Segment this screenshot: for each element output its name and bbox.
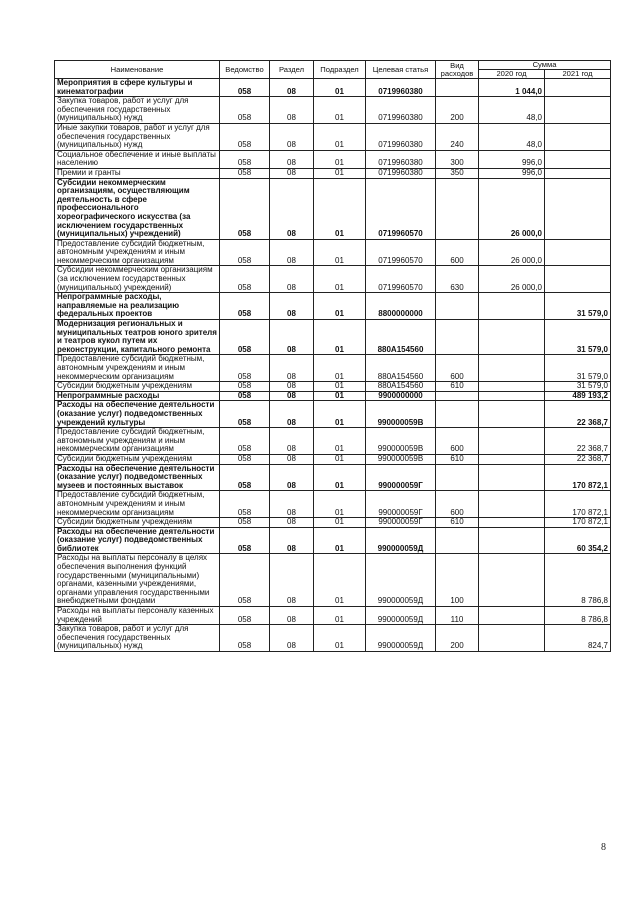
row-target-article-cell: 0719960380 bbox=[366, 79, 436, 97]
row-department-cell: 058 bbox=[220, 428, 270, 455]
row-name-cell: Субсидии бюджетным учреждениям bbox=[55, 518, 220, 528]
row-sum-2020-cell bbox=[479, 518, 545, 528]
row-expense-type-cell: 600 bbox=[436, 239, 479, 266]
row-sum-2020-cell: 26 000,0 bbox=[479, 178, 545, 239]
row-target-article-cell: 990000059В bbox=[366, 428, 436, 455]
row-subsection-cell: 01 bbox=[314, 554, 366, 607]
row-name-cell: Субсидии некоммерческим организациям, осуществляющим деятельность в сфере профессионального хореографического искусства (за исключением государственных (муниципальных) учреждений) bbox=[55, 178, 220, 239]
row-sum-2021-cell bbox=[545, 123, 611, 150]
table-row bbox=[55, 320, 611, 355]
row-sum-2021-cell: 60 354,2 bbox=[545, 527, 611, 554]
row-section-cell: 08 bbox=[270, 428, 314, 455]
row-target-article-cell: 0719960380 bbox=[366, 123, 436, 150]
table-row bbox=[55, 382, 611, 392]
row-department-cell: 058 bbox=[220, 607, 270, 625]
row-sum-2021-cell: 489 193,2 bbox=[545, 391, 611, 401]
row-sum-2021-cell bbox=[545, 239, 611, 266]
row-subsection-cell: 01 bbox=[314, 150, 366, 168]
row-target-article-cell: 0719960570 bbox=[366, 178, 436, 239]
header-subsection: Подраздел bbox=[314, 61, 366, 79]
row-section-cell: 08 bbox=[270, 518, 314, 528]
row-sum-2021-cell: 31 579,0 bbox=[545, 382, 611, 392]
page-number: 8 bbox=[601, 842, 606, 853]
row-name-cell: Расходы на выплаты персоналу казенных учреждений bbox=[55, 607, 220, 625]
row-sum-2020-cell bbox=[479, 382, 545, 392]
row-name-cell: Предоставление субсидий бюджетным, автономным учреждениям и иным некоммерческим организациям bbox=[55, 428, 220, 455]
table-row bbox=[55, 391, 611, 401]
row-sum-2020-cell: 48,0 bbox=[479, 123, 545, 150]
row-department-cell: 058 bbox=[220, 239, 270, 266]
row-section-cell: 08 bbox=[270, 79, 314, 97]
row-name-cell: Премии и гранты bbox=[55, 168, 220, 178]
row-department-cell: 058 bbox=[220, 554, 270, 607]
table-row bbox=[55, 150, 611, 168]
row-section-cell: 08 bbox=[270, 401, 314, 428]
row-subsection-cell: 01 bbox=[314, 428, 366, 455]
table-row bbox=[55, 355, 611, 382]
table-row bbox=[55, 607, 611, 625]
row-expense-type-cell: 610 bbox=[436, 518, 479, 528]
row-sum-2020-cell: 26 000,0 bbox=[479, 266, 545, 293]
row-sum-2020-cell bbox=[479, 320, 545, 355]
row-target-article-cell: 0719960380 bbox=[366, 150, 436, 168]
row-expense-type-cell: 610 bbox=[436, 382, 479, 392]
row-name-cell: Субсидии бюджетным учреждениям bbox=[55, 454, 220, 464]
table-row bbox=[55, 464, 611, 491]
row-sum-2021-cell: 170 872,1 bbox=[545, 518, 611, 528]
row-sum-2021-cell: 31 579,0 bbox=[545, 320, 611, 355]
header-department: Ведомство bbox=[220, 61, 270, 79]
row-subsection-cell: 01 bbox=[314, 79, 366, 97]
row-subsection-cell: 01 bbox=[314, 123, 366, 150]
row-sum-2021-cell bbox=[545, 79, 611, 97]
table-row bbox=[55, 527, 611, 554]
row-department-cell: 058 bbox=[220, 266, 270, 293]
row-expense-type-cell: 600 bbox=[436, 491, 479, 518]
row-sum-2021-cell bbox=[545, 150, 611, 168]
row-name-cell: Мероприятия в сфере культуры и кинематографии bbox=[55, 79, 220, 97]
header-sum: Сумма bbox=[479, 61, 611, 70]
row-name-cell: Расходы на обеспечение деятельности (оказание услуг) подведомственных библиотек bbox=[55, 527, 220, 554]
row-expense-type-cell: 300 bbox=[436, 150, 479, 168]
row-department-cell: 058 bbox=[220, 150, 270, 168]
row-section-cell: 08 bbox=[270, 266, 314, 293]
table-row bbox=[55, 625, 611, 652]
row-sum-2021-cell bbox=[545, 266, 611, 293]
row-sum-2020-cell bbox=[479, 464, 545, 491]
row-subsection-cell: 01 bbox=[314, 454, 366, 464]
row-expense-type-cell: 600 bbox=[436, 428, 479, 455]
row-name-cell: Иные закупки товаров, работ и услуг для обеспечения государственных (муниципальных) нужд bbox=[55, 123, 220, 150]
row-section-cell: 08 bbox=[270, 293, 314, 320]
row-subsection-cell: 01 bbox=[314, 355, 366, 382]
row-department-cell: 058 bbox=[220, 454, 270, 464]
row-subsection-cell: 01 bbox=[314, 491, 366, 518]
row-expense-type-cell: 100 bbox=[436, 554, 479, 607]
row-subsection-cell: 01 bbox=[314, 607, 366, 625]
row-subsection-cell: 01 bbox=[314, 464, 366, 491]
row-department-cell: 058 bbox=[220, 382, 270, 392]
row-target-article-cell: 990000059Д bbox=[366, 554, 436, 607]
row-section-cell: 08 bbox=[270, 607, 314, 625]
row-target-article-cell: 880A154560 bbox=[366, 320, 436, 355]
row-name-cell: Предоставление субсидий бюджетным, автономным учреждениям и иным некоммерческим организациям bbox=[55, 491, 220, 518]
row-subsection-cell: 01 bbox=[314, 518, 366, 528]
row-target-article-cell: 9900000000 bbox=[366, 391, 436, 401]
row-department-cell: 058 bbox=[220, 527, 270, 554]
row-name-cell: Субсидии некоммерческим организациям (за исключением государственных (муниципальных) учреждений) bbox=[55, 266, 220, 293]
row-sum-2020-cell bbox=[479, 491, 545, 518]
row-section-cell: 08 bbox=[270, 391, 314, 401]
row-subsection-cell: 01 bbox=[314, 239, 366, 266]
row-subsection-cell: 01 bbox=[314, 293, 366, 320]
row-sum-2020-cell bbox=[479, 554, 545, 607]
row-sum-2020-cell: 48,0 bbox=[479, 97, 545, 124]
header-section: Раздел bbox=[270, 61, 314, 79]
table-row bbox=[55, 168, 611, 178]
row-target-article-cell: 990000059Д bbox=[366, 625, 436, 652]
row-name-cell: Закупка товаров, работ и услуг для обеспечения государственных (муниципальных) нужд bbox=[55, 625, 220, 652]
row-name-cell: Модернизация региональных и муниципальных театров юного зрителя и театров кукол путем их реконструкции, капитального ремонта bbox=[55, 320, 220, 355]
row-target-article-cell: 0719960570 bbox=[366, 266, 436, 293]
row-name-cell: Расходы на обеспечение деятельности (оказание услуг) подведомственных музеев и постоянных выставок bbox=[55, 464, 220, 491]
row-target-article-cell: 8800000000 bbox=[366, 293, 436, 320]
row-section-cell: 08 bbox=[270, 382, 314, 392]
row-name-cell: Непрограммные расходы, направляемые на реализацию федеральных проектов bbox=[55, 293, 220, 320]
row-section-cell: 08 bbox=[270, 168, 314, 178]
row-section-cell: 08 bbox=[270, 320, 314, 355]
row-target-article-cell: 0719960380 bbox=[366, 168, 436, 178]
row-subsection-cell: 01 bbox=[314, 391, 366, 401]
row-section-cell: 08 bbox=[270, 464, 314, 491]
row-section-cell: 08 bbox=[270, 625, 314, 652]
row-section-cell: 08 bbox=[270, 527, 314, 554]
row-sum-2020-cell bbox=[479, 293, 545, 320]
header-year-2020: 2020 год bbox=[479, 70, 545, 79]
row-sum-2020-cell bbox=[479, 625, 545, 652]
row-sum-2021-cell: 824,7 bbox=[545, 625, 611, 652]
row-sum-2021-cell bbox=[545, 97, 611, 124]
row-expense-type-cell: 200 bbox=[436, 625, 479, 652]
row-subsection-cell: 01 bbox=[314, 97, 366, 124]
row-department-cell: 058 bbox=[220, 320, 270, 355]
row-sum-2020-cell: 996,0 bbox=[479, 150, 545, 168]
row-department-cell: 058 bbox=[220, 97, 270, 124]
table-row bbox=[55, 293, 611, 320]
row-target-article-cell: 990000059Д bbox=[366, 527, 436, 554]
row-sum-2020-cell: 1 044,0 bbox=[479, 79, 545, 97]
row-name-cell: Расходы на выплаты персоналу в целях обеспечения выполнения функций государственными (муниципальными) органами, казенными учреждениями, органами управления государственными внебюджетными фондами bbox=[55, 554, 220, 607]
row-expense-type-cell bbox=[436, 527, 479, 554]
row-department-cell: 058 bbox=[220, 355, 270, 382]
table-row bbox=[55, 454, 611, 464]
row-section-cell: 08 bbox=[270, 97, 314, 124]
row-sum-2020-cell bbox=[479, 355, 545, 382]
table-row bbox=[55, 401, 611, 428]
row-name-cell: Предоставление субсидий бюджетным, автономным учреждениям и иным некоммерческим организациям bbox=[55, 355, 220, 382]
table-row bbox=[55, 123, 611, 150]
row-department-cell: 058 bbox=[220, 391, 270, 401]
row-sum-2021-cell: 8 786,8 bbox=[545, 554, 611, 607]
row-name-cell: Расходы на обеспечение деятельности (оказание услуг) подведомственных учреждений культуры bbox=[55, 401, 220, 428]
row-section-cell: 08 bbox=[270, 355, 314, 382]
row-department-cell: 058 bbox=[220, 464, 270, 491]
row-section-cell: 08 bbox=[270, 123, 314, 150]
row-department-cell: 058 bbox=[220, 123, 270, 150]
row-expense-type-cell bbox=[436, 401, 479, 428]
row-expense-type-cell: 110 bbox=[436, 607, 479, 625]
row-name-cell: Предоставление субсидий бюджетным, автономным учреждениям и иным некоммерческим организациям bbox=[55, 239, 220, 266]
row-sum-2021-cell: 170 872,1 bbox=[545, 464, 611, 491]
budget-table bbox=[54, 60, 611, 652]
row-target-article-cell: 990000059Д bbox=[366, 607, 436, 625]
row-department-cell: 058 bbox=[220, 79, 270, 97]
row-target-article-cell: 990000059Г bbox=[366, 518, 436, 528]
table-row bbox=[55, 178, 611, 239]
row-name-cell: Социальное обеспечение и иные выплаты населению bbox=[55, 150, 220, 168]
row-sum-2020-cell bbox=[479, 401, 545, 428]
table-row bbox=[55, 491, 611, 518]
row-department-cell: 058 bbox=[220, 518, 270, 528]
row-sum-2021-cell: 31 579,0 bbox=[545, 293, 611, 320]
row-target-article-cell: 990000059В bbox=[366, 454, 436, 464]
row-department-cell: 058 bbox=[220, 491, 270, 518]
row-department-cell: 058 bbox=[220, 178, 270, 239]
row-sum-2020-cell bbox=[479, 454, 545, 464]
row-expense-type-cell: 350 bbox=[436, 168, 479, 178]
row-subsection-cell: 01 bbox=[314, 168, 366, 178]
row-target-article-cell: 880A154560 bbox=[366, 382, 436, 392]
row-department-cell: 058 bbox=[220, 401, 270, 428]
row-sum-2020-cell bbox=[479, 428, 545, 455]
row-target-article-cell: 880A154560 bbox=[366, 355, 436, 382]
row-subsection-cell: 01 bbox=[314, 401, 366, 428]
row-target-article-cell: 990000059В bbox=[366, 401, 436, 428]
row-sum-2021-cell: 31 579,0 bbox=[545, 355, 611, 382]
row-sum-2021-cell: 8 786,8 bbox=[545, 607, 611, 625]
row-subsection-cell: 01 bbox=[314, 266, 366, 293]
row-section-cell: 08 bbox=[270, 491, 314, 518]
table-row bbox=[55, 428, 611, 455]
row-section-cell: 08 bbox=[270, 454, 314, 464]
table-row bbox=[55, 518, 611, 528]
row-target-article-cell: 0719960570 bbox=[366, 239, 436, 266]
row-subsection-cell: 01 bbox=[314, 527, 366, 554]
row-sum-2021-cell bbox=[545, 168, 611, 178]
row-sum-2021-cell: 22 368,7 bbox=[545, 454, 611, 464]
row-department-cell: 058 bbox=[220, 293, 270, 320]
row-sum-2021-cell: 170 872,1 bbox=[545, 491, 611, 518]
row-expense-type-cell bbox=[436, 391, 479, 401]
row-section-cell: 08 bbox=[270, 178, 314, 239]
row-section-cell: 08 bbox=[270, 150, 314, 168]
table-row bbox=[55, 239, 611, 266]
row-section-cell: 08 bbox=[270, 239, 314, 266]
row-expense-type-cell: 240 bbox=[436, 123, 479, 150]
row-subsection-cell: 01 bbox=[314, 178, 366, 239]
header-expense-type: Вид расходов bbox=[436, 61, 479, 79]
table-row bbox=[55, 554, 611, 607]
row-sum-2020-cell: 26 000,0 bbox=[479, 239, 545, 266]
row-target-article-cell: 990000059Г bbox=[366, 464, 436, 491]
row-section-cell: 08 bbox=[270, 554, 314, 607]
header-year-2021: 2021 год bbox=[545, 70, 611, 79]
row-sum-2020-cell bbox=[479, 607, 545, 625]
header-target-article: Целевая статья bbox=[366, 61, 436, 79]
row-department-cell: 058 bbox=[220, 168, 270, 178]
table-row bbox=[55, 79, 611, 97]
row-sum-2020-cell bbox=[479, 527, 545, 554]
row-sum-2020-cell bbox=[479, 391, 545, 401]
row-target-article-cell: 0719960380 bbox=[366, 97, 436, 124]
row-target-article-cell: 990000059Г bbox=[366, 491, 436, 518]
row-name-cell: Субсидии бюджетным учреждениям bbox=[55, 382, 220, 392]
row-expense-type-cell bbox=[436, 178, 479, 239]
row-sum-2021-cell: 22 368,7 bbox=[545, 428, 611, 455]
table-row bbox=[55, 266, 611, 293]
row-expense-type-cell: 630 bbox=[436, 266, 479, 293]
row-expense-type-cell: 200 bbox=[436, 97, 479, 124]
table-row bbox=[55, 97, 611, 124]
row-name-cell: Закупка товаров, работ и услуг для обеспечения государственных (муниципальных) нужд bbox=[55, 97, 220, 124]
row-department-cell: 058 bbox=[220, 625, 270, 652]
row-expense-type-cell: 610 bbox=[436, 454, 479, 464]
row-sum-2021-cell bbox=[545, 178, 611, 239]
row-subsection-cell: 01 bbox=[314, 320, 366, 355]
row-sum-2021-cell: 22 368,7 bbox=[545, 401, 611, 428]
row-expense-type-cell: 600 bbox=[436, 355, 479, 382]
row-expense-type-cell bbox=[436, 79, 479, 97]
row-sum-2020-cell: 996,0 bbox=[479, 168, 545, 178]
row-expense-type-cell bbox=[436, 464, 479, 491]
row-subsection-cell: 01 bbox=[314, 382, 366, 392]
row-subsection-cell: 01 bbox=[314, 625, 366, 652]
header-name: Наименование bbox=[55, 61, 220, 79]
table-body bbox=[55, 79, 611, 652]
row-name-cell: Непрограммные расходы bbox=[55, 391, 220, 401]
row-expense-type-cell bbox=[436, 293, 479, 320]
row-expense-type-cell bbox=[436, 320, 479, 355]
